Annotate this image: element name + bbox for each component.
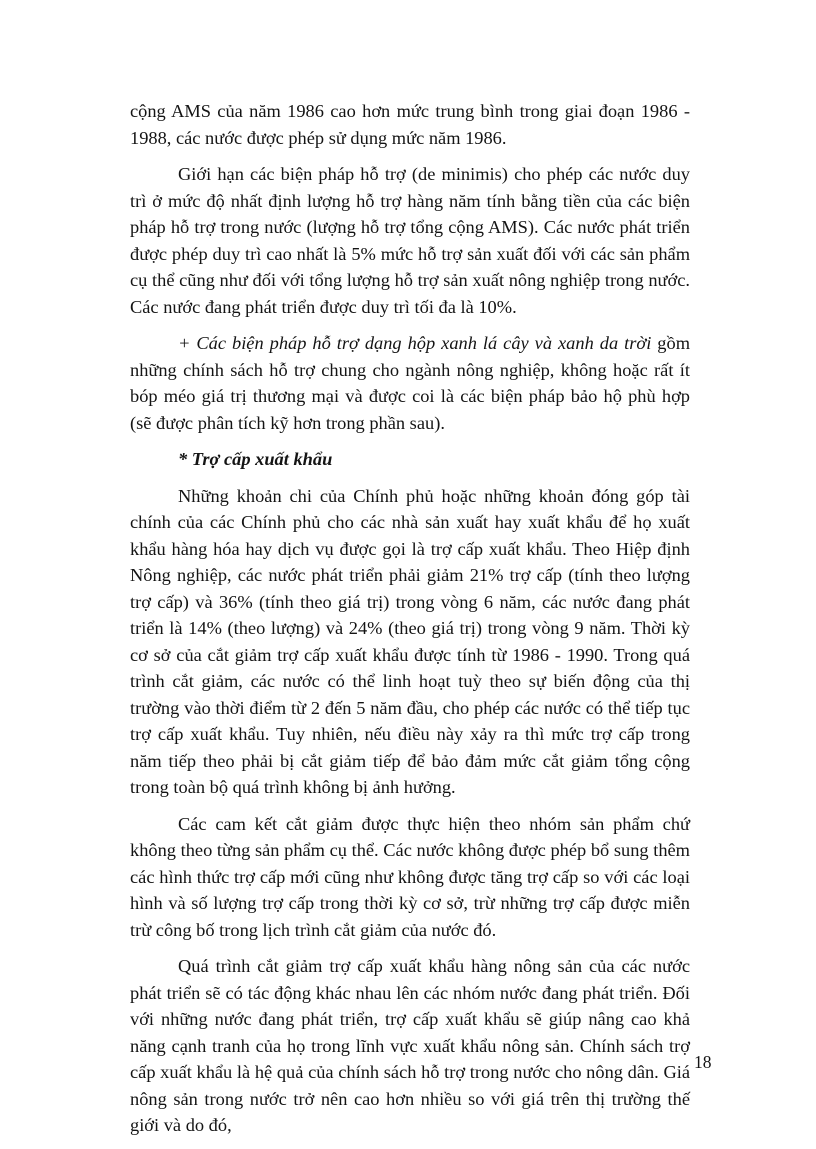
paragraph-de-minimis: Giới hạn các biện pháp hỗ trợ (de minimis) cho phép các nước duy trì ở mức độ nhất định lượng hỗ trợ hàng năm tính bằng tiền của các biện pháp hỗ trợ trong nước (lượng hỗ trợ tổng cộng AMS). Các nước phát triển được phép duy trì cao nhất là 5% mức hỗ trợ sản xuất đối với các sản phẩm cụ thể cũng như đối với tổng lượng hỗ trợ sản xuất nông nghiệp trong nước. Các nước đang phát triển được duy trì tối đa là 10%. — [130, 164, 690, 317]
page-number: 18 — [694, 1052, 712, 1072]
paragraph-green-blue-box — [130, 330, 690, 436]
paragraph-export-subsidy-definition: Những khoản chi của Chính phủ hoặc những khoản đóng góp tài chính của các Chính phủ cho các nhà sản xuất hay xuất khẩu để họ xuất khẩu hàng hóa hay dịch vụ được gọi là trợ cấp xuất khẩu. Theo Hiệp định Nông nghiệp, các nước phát triển phải giảm 21% trợ cấp (tính theo lượng trợ cấp) và 36% (tính theo giá trị) trong vòng 6 năm, các nước đang phát triển là 14% (theo lượng) và 24% (theo giá trị) trong vòng 9 năm. Thời kỳ cơ sở của cắt giảm trợ cấp xuất khẩu được tính từ 1986 - 1990. Trong quá trình cắt giảm, các nước có thể linh hoạt tuỳ theo sự biến động của thị trường vào thời điểm từ 2 đến 5 năm đầu, cho phép các nước có thể tiếp tục trợ cấp xuất khẩu. Tuy nhiên, nếu điều này xảy ra thì mức trợ cấp trong năm tiếp theo phải bị cắt giảm tiếp để bảo đảm mức cắt giảm tổng cộng trong toàn bộ quá trình không bị ảnh hưởng. — [130, 485, 690, 797]
paragraph-reduction-commitments: Các cam kết cắt giảm được thực hiện theo nhóm sản phẩm chứ không theo từng sản phẩm cụ thể. Các nước không được phép bổ sung thêm các hình thức trợ cấp mới cũng như không được tăng trợ cấp so với các loại hình và số lượng trợ cấp trong thời kỳ cơ sở, trừ những trợ cấp được miễn trừ công bố trong lịch trình cắt giảm của nước đó. — [130, 813, 690, 940]
document-page — [130, 98, 690, 1149]
paragraph-impact-developing-countries: Quá trình cắt giảm trợ cấp xuất khẩu hàng nông sản của các nước phát triển sẽ có tác động khác nhau lên các nhóm nước đang phát triển. Đối với những nước đang phát triển, trợ cấp xuất khẩu sẽ giúp nâng cao khả năng cạnh tranh của họ trong lĩnh vực xuất khẩu nông sản. Chính sách trợ cấp xuất khẩu là hệ quả của chính sách hỗ trợ trong nước cho nông dân. Giá nông sản trong nước trở nên cao hơn nhiều so với giá trên thị trường thế giới và do đó, — [130, 956, 690, 1135]
green-blue-box-lead: + Các biện pháp hỗ trợ dạng hộp xanh lá cây và xanh da trời — [178, 333, 652, 353]
section-heading-export-subsidies: * Trợ cấp xuất khẩu — [178, 449, 333, 469]
paragraph-ams-continuation: cộng AMS của năm 1986 cao hơn mức trung bình trong giai đoạn 1986 - 1988, các nước được phép sử dụng mức năm 1986. — [130, 101, 690, 148]
green-blue-box-text: gồm những chính sách hỗ trợ chung cho ngành nông nghiệp, không hoặc rất ít bóp méo giá trị thương mại và được coi là các biện pháp bảo hộ phù hợp (sẽ được phân tích kỹ hơn trong phần sau). — [130, 333, 691, 433]
